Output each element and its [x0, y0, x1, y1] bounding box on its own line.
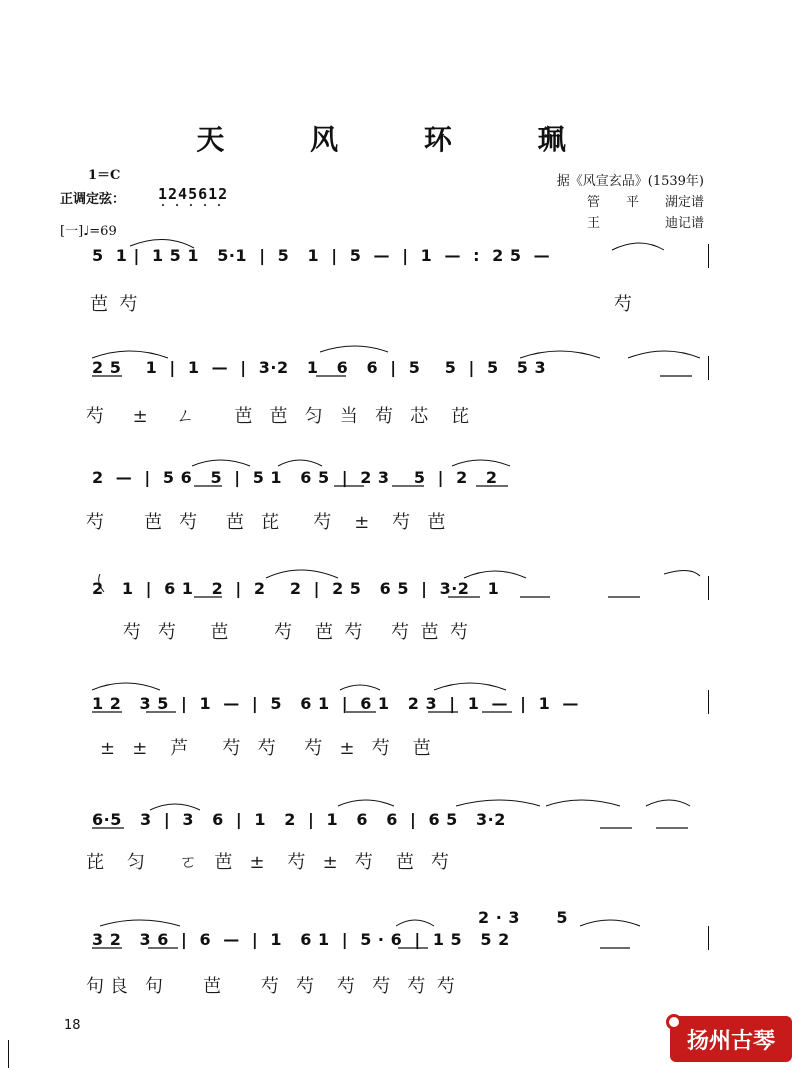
logo-dot-icon: [666, 1014, 682, 1030]
slur: [192, 460, 250, 466]
slur: [546, 800, 620, 806]
tablature-line-2: 芍 ± ㄥ 芭 芭 匀 当 苟 芯 芘: [86, 406, 470, 427]
bar-line: [708, 576, 709, 600]
jianpu-notes-line-1: 5 1 | 1 5 1 5·1 | 5 1 | 5 — | 1 — : 2 5 —: [92, 246, 551, 265]
piece-title: 天 风 环 珮: [196, 123, 604, 156]
slur: [520, 351, 600, 358]
slur: [580, 920, 640, 926]
tablature-line-5: ± ± 芦 芍 芍 芍 ± 芍 芭: [100, 738, 431, 759]
slur: [646, 800, 690, 806]
slur: [396, 920, 434, 926]
jianpu-upper-notes-line-7: 2 · 3 5: [478, 908, 569, 927]
slur: [612, 243, 664, 250]
low-octave-dot: [218, 204, 220, 206]
tempo-marking: [一]♩=69: [60, 224, 117, 239]
slur: [664, 570, 700, 576]
jianpu-notes-line-3: 2 — | 5 6 5 | 5 1 6 5 | 2 3 5 | 2 2: [92, 468, 498, 487]
jianpu-notes-line-2: 2 5 1 | 1 — | 3·2 1 6 6 | 5 5 | 5 5 3: [92, 358, 547, 377]
slur: [434, 683, 506, 690]
margin-mark: [8, 1040, 9, 1068]
tablature-line-1: 芭 芍: [90, 294, 138, 315]
slur: [338, 800, 394, 806]
low-octave-dot: [162, 204, 164, 206]
source-line: 王 迪记谱: [586, 216, 704, 231]
tablature-line-7: 句 良 句 芭 芍 芍 芍 芍 芍 芍: [86, 976, 455, 997]
low-octave-dot: [190, 204, 192, 206]
source-line: 据《风宣玄品》(1539年): [556, 174, 704, 189]
slur: [452, 460, 510, 466]
bar-line: [708, 690, 709, 714]
source-line: 管 平 湖定谱: [586, 195, 704, 210]
tuning-notes: 1245612: [158, 185, 229, 203]
slur: [340, 685, 380, 690]
watermark-text: 扬州古琴: [686, 1028, 775, 1054]
tablature-line-3: 芍 芭 芍 芭 芘 芍 ± 芍 芭: [86, 512, 446, 533]
bar-line: [708, 356, 709, 380]
slur: [92, 683, 160, 690]
tuning-label: 正调定弦：: [60, 192, 126, 207]
bar-line: [708, 244, 709, 268]
tablature-line-4: 芍 芍 芭 芍 芭 芍 芍 芭 芍: [100, 622, 468, 643]
page-number: 18: [64, 1018, 81, 1033]
low-octave-dot: [176, 204, 178, 206]
jianpu-notes-line-6: 6·5 3 | 3 6 | 1 2 | 1 6 6 | 6 5 3·2: [92, 810, 506, 829]
bar-line: [708, 926, 709, 950]
slur: [266, 570, 338, 578]
jianpu-notes-line-4: 2 1 | 6 1 2 | 2 2 | 2 5 6 5 | 3·2 1: [92, 579, 500, 598]
slur: [100, 920, 180, 926]
key-signature: 1＝C: [88, 168, 121, 183]
jianpu-notes-line-5: 1 2 3 5 | 1 — | 5 6 1 | 6 1 2 3 | 1 — | 1 —: [92, 694, 579, 713]
tablature-line-6: 芘 匀 ㄛ 芭 ± 芍 ± 芍 芭 芍: [86, 852, 449, 873]
slur: [278, 460, 322, 466]
tablature-line-1-right: 芍: [614, 294, 632, 315]
watermark-logo: [670, 1016, 792, 1062]
low-octave-dot: [204, 204, 206, 206]
jianpu-notes-line-7: 3 2 3 6 | 6 — | 1 6 1 | 5 · 6 | 1 5 5 2: [92, 930, 510, 949]
slur: [92, 351, 168, 358]
slur: [628, 351, 700, 358]
slur: [320, 346, 388, 352]
slur: [456, 800, 540, 806]
slur: [464, 571, 526, 578]
